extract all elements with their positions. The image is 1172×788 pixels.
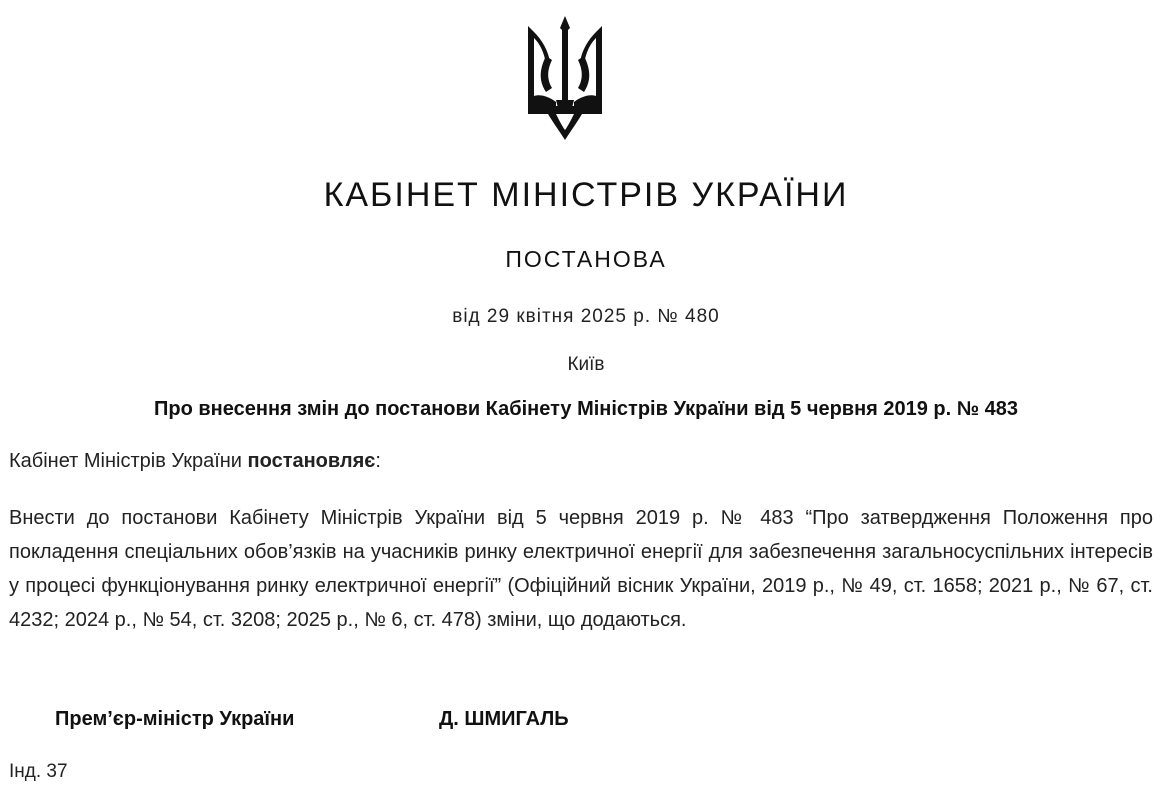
- intro-suffix: :: [375, 450, 381, 472]
- signatory-role: Прем’єр-міністр України: [55, 708, 295, 730]
- organization-title: КАБІНЕТ МІНІСТРІВ УКРАЇНИ: [323, 176, 849, 214]
- document-city: Київ: [567, 354, 605, 375]
- intro-prefix: Кабінет Міністрів України: [9, 450, 248, 472]
- document-subject: Про внесення змін до постанови Кабінету Міністрів України від 5 червня 2019 р. № 483: [154, 398, 1018, 420]
- document-date-number: від 29 квітня 2025 р. № 480: [452, 306, 720, 327]
- body-paragraph: Внести до постанови Кабінету Міністрів України від 5 червня 2019 р. № 483 “Про затвердження Положення про покладення спеціальних обов’язків на учасників ринку електричної енергії для забезпечення загальносуспільних інтересів у процесі функціонування ринку електричної енергії” (Офіційний вісник України, 2019 р., № 49, ст. 1658; 2021 р., № 67, ст. 4232; 2024 р., № 54, ст. 3208; 2025 р., № 6, ст. 478) зміни, що додаються.: [9, 507, 1153, 631]
- tryzub-icon: [526, 16, 604, 142]
- intro-paragraph: [9, 450, 1153, 473]
- intro-emphasis: постановляє: [247, 450, 376, 472]
- signatory-name: Д. ШМИГАЛЬ: [439, 708, 569, 730]
- document-index: Інд. 37: [9, 761, 68, 782]
- document-type: ПОСТАНОВА: [505, 246, 667, 272]
